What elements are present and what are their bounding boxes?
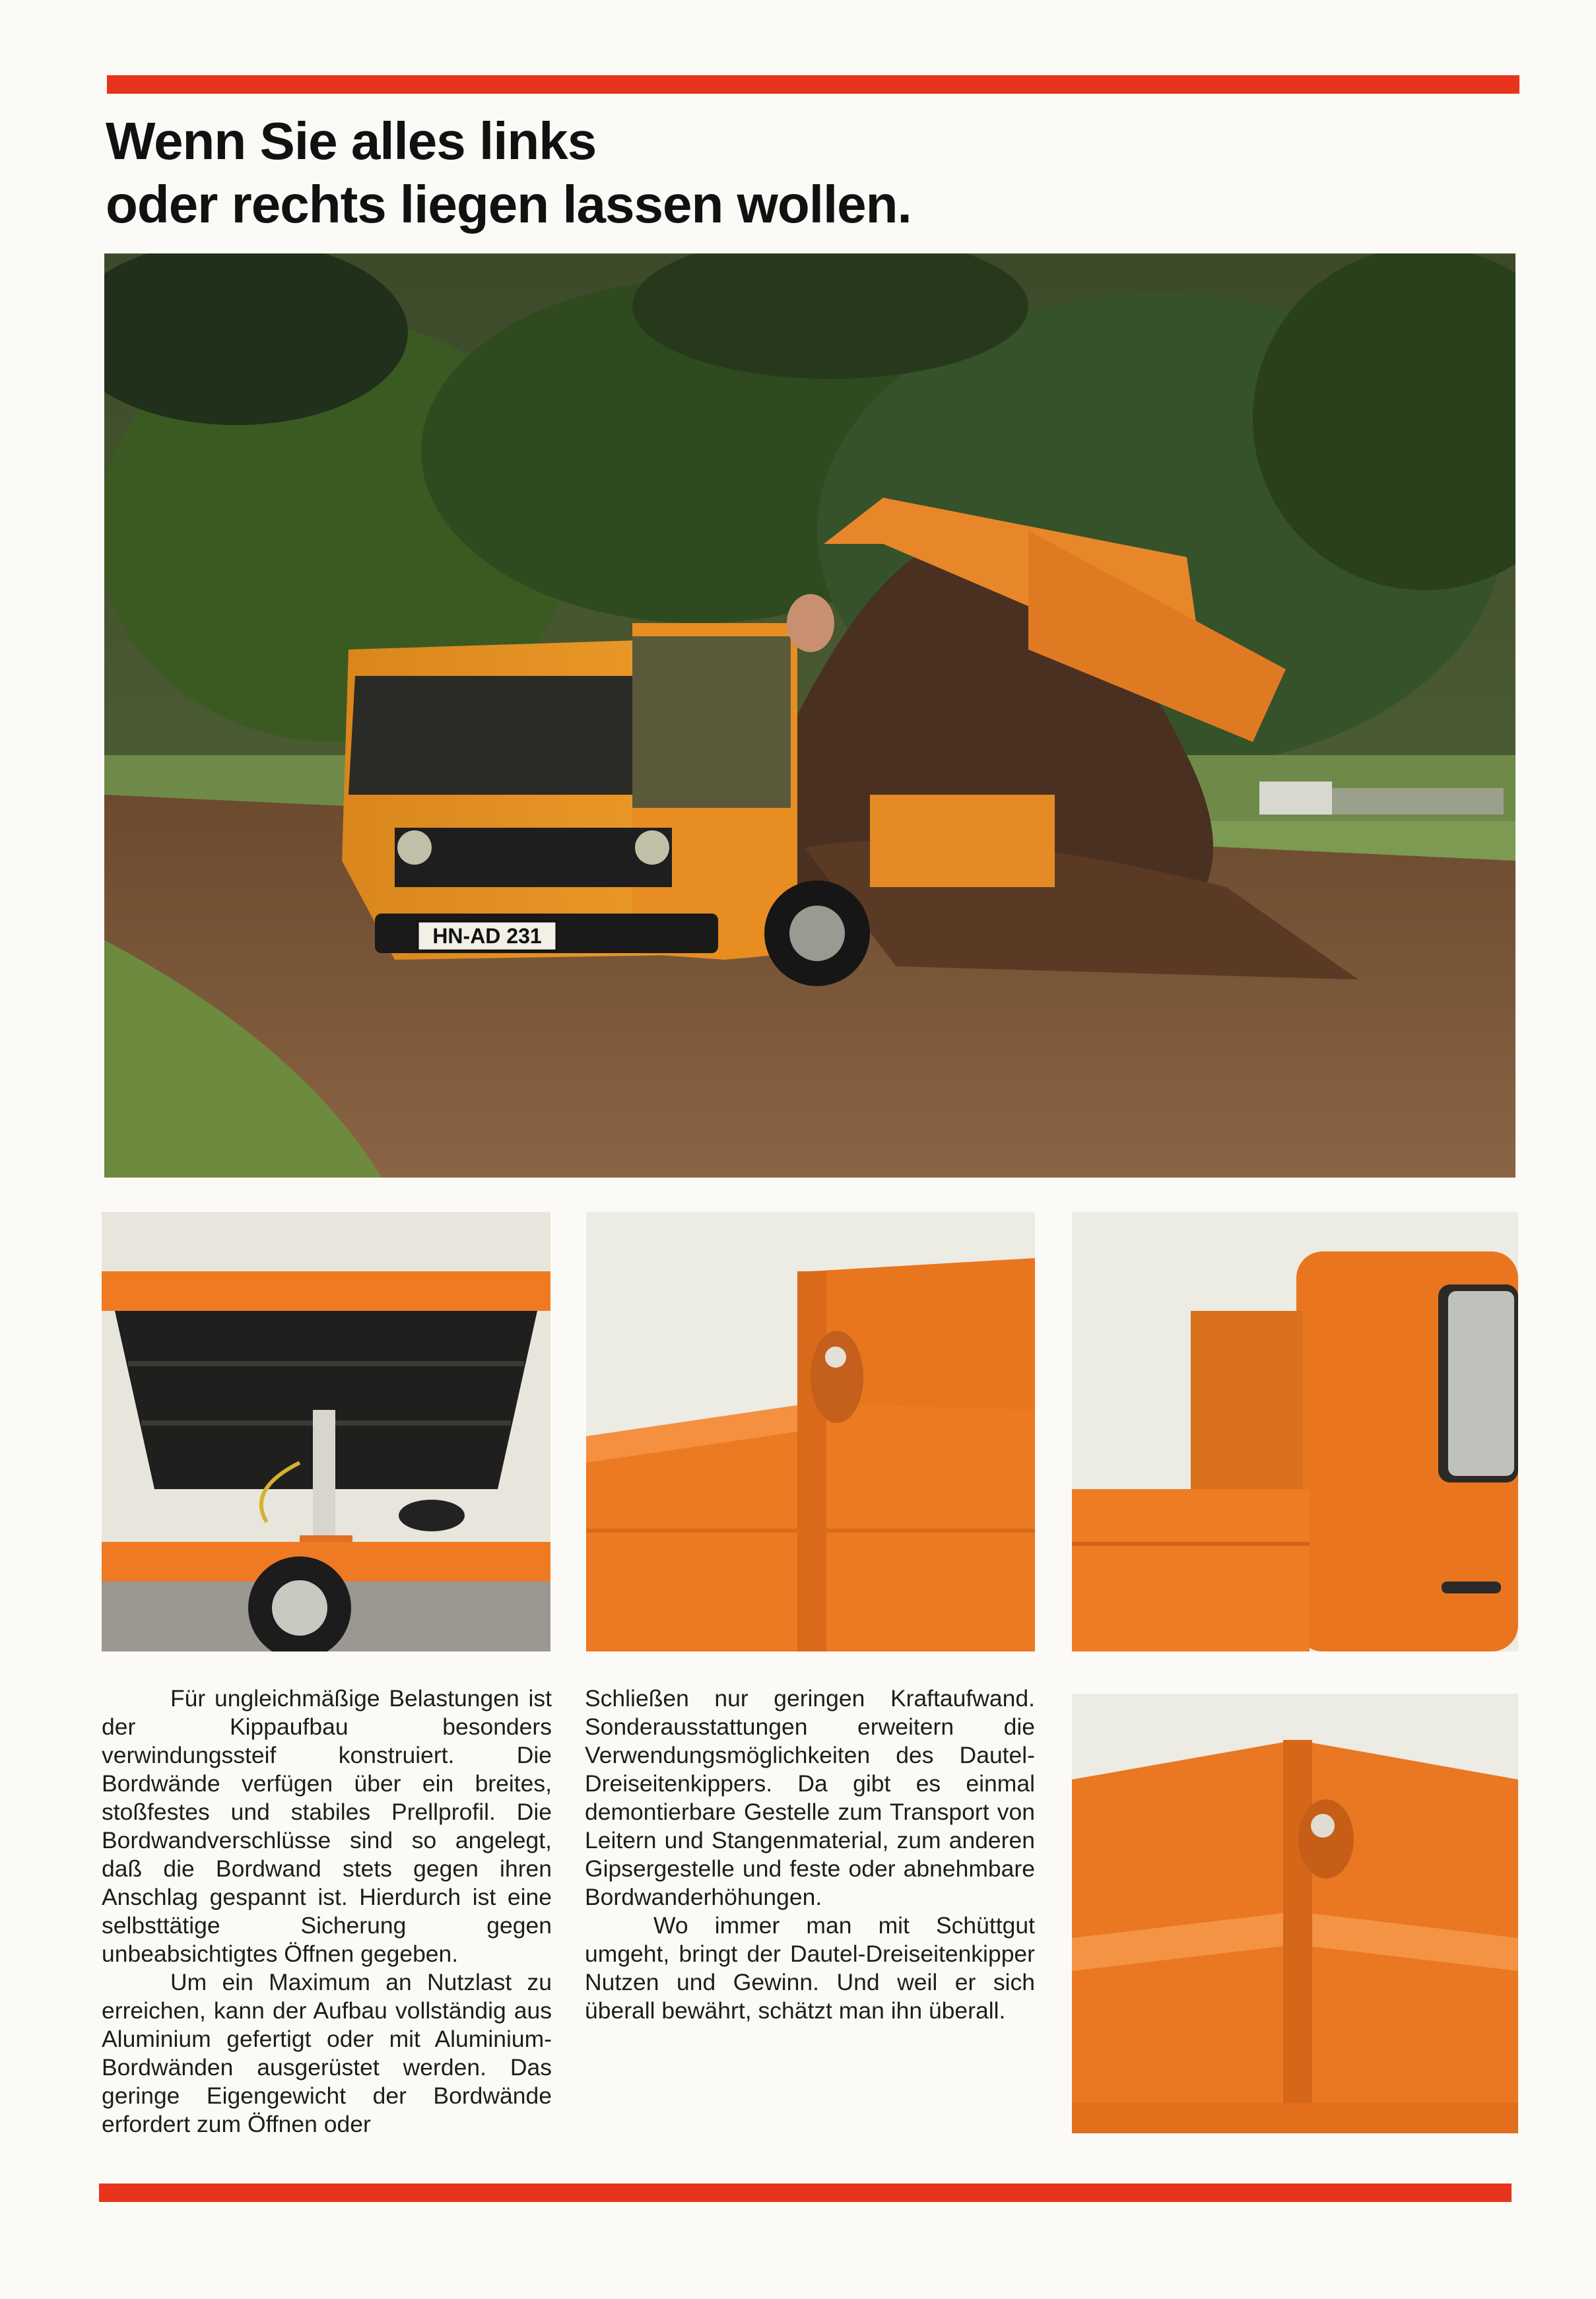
- photo-sidewall-latch: [586, 1212, 1035, 1651]
- paragraph: Wo immer man mit Schüttgut umgeht, bringt der Dautel-Dreiseitenkipper Nutzen und Gewinn. Und weil er sich überall bewährt, schätzt man ihn überall.: [585, 1912, 1035, 2024]
- headline-line-1: Wenn Sie alles links: [106, 112, 597, 170]
- body-text-left-column: [102, 1684, 552, 2139]
- paragraph: Schließen nur geringen Kraftaufwand. Sonderausstattungen erweitern die Verwendungsmöglichkeiten des Dautel-Dreiseitenkippers. Da gibt es einmal demontierbare Gestelle zum Transport von Leitern und Stangenmaterial, zum anderen Gipsergestelle und feste oder abnehmbare Bordwanderhöhungen.: [585, 1685, 1035, 1910]
- bottom-accent-bar: [99, 2183, 1512, 2202]
- headline-line-2: oder rechts liegen lassen wollen.: [106, 175, 912, 234]
- photo-corner-post: [1072, 1694, 1518, 2133]
- top-accent-bar: [107, 75, 1519, 94]
- body-text-middle-column: [585, 1684, 1035, 2025]
- paragraph: Für ungleichmäßige Belastungen ist der Kippaufbau besonders verwindungssteif konstruiert. Die Bordwände verfügen über ein breites, stoßfestes und stabiles Prellprofil. Die Bordwandverschlüsse sind so angelegt, daß die Bordwand stets gegen ihren Anschlag gespannt ist. Hierdurch ist eine selbsttätige Sicherung gegen unbeabsichtigtes Öffnen gegeben.: [102, 1685, 552, 1967]
- main-photo-license-plate: HN-AD 231: [432, 924, 542, 948]
- page-headline: [106, 110, 912, 236]
- photo-cab-rear-wall: [1072, 1212, 1518, 1651]
- main-photo-tipper-truck: [104, 253, 1515, 1178]
- paragraph: Um ein Maximum an Nutzlast zu erreichen, kann der Aufbau vollständig aus Aluminium gefertigt oder mit Aluminium-Bordwänden ausgerüstet werden. Das geringe Eigengewicht der Bordwände erfordert zum Öffnen oder: [102, 1969, 552, 2137]
- photo-chassis-hydraulics: [102, 1212, 550, 1651]
